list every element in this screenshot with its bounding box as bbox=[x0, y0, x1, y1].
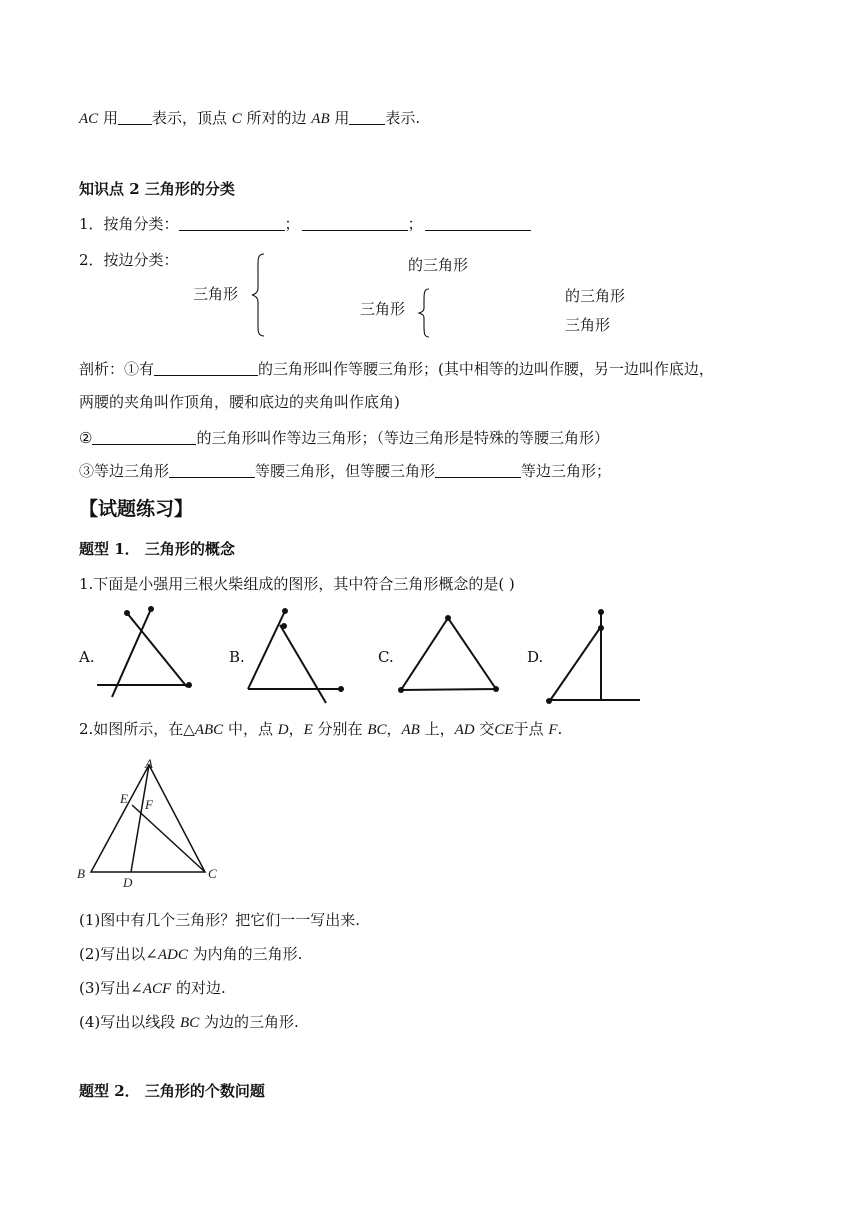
analysis-3 bbox=[79, 462, 611, 482]
label-c: C bbox=[208, 866, 217, 881]
triangle-abc-figure bbox=[72, 752, 232, 892]
var-c: C bbox=[231, 111, 242, 127]
tree-sub-top: 的三角形 bbox=[565, 287, 626, 305]
var: D bbox=[277, 722, 289, 738]
big-brace bbox=[252, 252, 268, 338]
answer-blank[interactable] bbox=[179, 216, 285, 231]
var: ADC bbox=[157, 947, 188, 963]
var: ABC bbox=[194, 722, 224, 738]
text: ② bbox=[79, 429, 93, 447]
question-2 bbox=[79, 720, 562, 741]
var: BC bbox=[367, 722, 387, 738]
option-d-label[interactable]: D. bbox=[527, 648, 544, 666]
option-d-figure bbox=[544, 603, 644, 705]
text: 上， bbox=[419, 720, 455, 738]
answer-blank[interactable] bbox=[302, 216, 408, 231]
var-ac: AC bbox=[79, 111, 99, 127]
analysis-1 bbox=[79, 360, 714, 380]
answer-blank[interactable] bbox=[349, 110, 385, 125]
var-ab: AB bbox=[311, 111, 330, 127]
type1-title: 题型 1． 三角形的概念 bbox=[79, 540, 235, 558]
text: 等边三角形； bbox=[521, 462, 612, 480]
by-angle-label: 1．按角分类： bbox=[79, 215, 179, 233]
tree-sub-root: 三角形 bbox=[360, 300, 406, 318]
tree-top-branch: 的三角形 bbox=[408, 256, 469, 274]
var: F bbox=[548, 722, 558, 738]
answer-blank[interactable] bbox=[435, 463, 521, 478]
text: 为内角的三角形. bbox=[187, 945, 303, 963]
text: 为边的三角形. bbox=[199, 1013, 299, 1031]
text: (4)写出以线段 bbox=[79, 1013, 181, 1031]
sub-question-2 bbox=[79, 945, 302, 966]
analysis-2 bbox=[79, 429, 609, 449]
label-e: E bbox=[120, 791, 128, 806]
separator: ； bbox=[284, 215, 300, 233]
option-b-figure bbox=[244, 605, 349, 705]
text: 用 bbox=[329, 109, 350, 127]
text: 所对的边 bbox=[241, 109, 312, 127]
text: 等腰三角形，但等腰三角形 bbox=[255, 462, 436, 480]
label-d: D bbox=[123, 875, 133, 890]
var: CE bbox=[494, 722, 514, 738]
sub-question-1: (1)图中有几个三角形？把它们一一写出来. bbox=[79, 911, 361, 929]
text: ， bbox=[288, 720, 304, 738]
sub-question-3 bbox=[79, 979, 226, 1000]
small-brace bbox=[418, 287, 432, 339]
analysis-1-cont: 两腰的夹角叫作顶角，腰和底边的夹角叫作底角) bbox=[79, 393, 400, 411]
by-angle-line bbox=[79, 215, 531, 235]
answer-blank[interactable] bbox=[118, 110, 152, 125]
answer-blank[interactable] bbox=[92, 430, 196, 445]
var: AD bbox=[454, 722, 475, 738]
sub-question-4 bbox=[79, 1013, 299, 1034]
top-line bbox=[79, 109, 420, 130]
separator: ； bbox=[407, 215, 423, 233]
var: E bbox=[303, 722, 313, 738]
label-f: F bbox=[145, 797, 153, 812]
answer-blank[interactable] bbox=[425, 216, 531, 231]
text: 于点 bbox=[513, 720, 549, 738]
text: 剖析：①有 bbox=[79, 360, 155, 378]
var: AB bbox=[401, 722, 420, 738]
kp2-title: 知识点 2 三角形的分类 bbox=[79, 180, 235, 198]
text: (2)写出以∠ bbox=[79, 945, 158, 963]
var: ACF bbox=[142, 981, 172, 997]
text: ， bbox=[386, 720, 402, 738]
text: (3)写出∠ bbox=[79, 979, 143, 997]
text: 的三角形叫作等边三角形；（等边三角形是特殊的等腰三角形） bbox=[196, 429, 609, 447]
option-a-figure bbox=[95, 605, 195, 700]
text: 的对边. bbox=[171, 979, 226, 997]
text: 分别在 bbox=[312, 720, 368, 738]
var: BC bbox=[180, 1015, 200, 1031]
answer-blank[interactable] bbox=[154, 361, 258, 376]
text: 的三角形叫作等腰三角形；(其中相等的边叫作腰，另一边叫作底边， bbox=[258, 360, 714, 378]
by-side-label: 2．按边分类： bbox=[79, 251, 179, 269]
tree-root: 三角形 bbox=[193, 285, 239, 303]
option-c-figure bbox=[397, 610, 501, 695]
tree-sub-bottom: 三角形 bbox=[565, 316, 611, 334]
option-b-label[interactable]: B. bbox=[229, 648, 245, 666]
option-a-label[interactable]: A. bbox=[79, 648, 95, 666]
label-b: B bbox=[77, 866, 85, 881]
question-1: 1.下面是小强用三根火柴组成的图形，其中符合三角形概念的是( ) bbox=[79, 575, 515, 593]
text: 表示，顶点 bbox=[151, 109, 232, 127]
practice-heading: 【试题练习】 bbox=[79, 498, 194, 520]
text: ③等边三角形 bbox=[79, 462, 170, 480]
text: 表示. bbox=[385, 109, 421, 127]
text: 2.如图所示，在△ bbox=[79, 720, 195, 738]
text: 交 bbox=[474, 720, 495, 738]
type2-title: 题型 2． 三角形的个数问题 bbox=[79, 1082, 265, 1100]
text: . bbox=[557, 720, 563, 738]
text: 中，点 bbox=[223, 720, 278, 738]
text: 用 bbox=[98, 109, 118, 127]
label-a: A bbox=[145, 756, 153, 771]
option-c-label[interactable]: C. bbox=[378, 648, 394, 666]
answer-blank[interactable] bbox=[169, 463, 255, 478]
